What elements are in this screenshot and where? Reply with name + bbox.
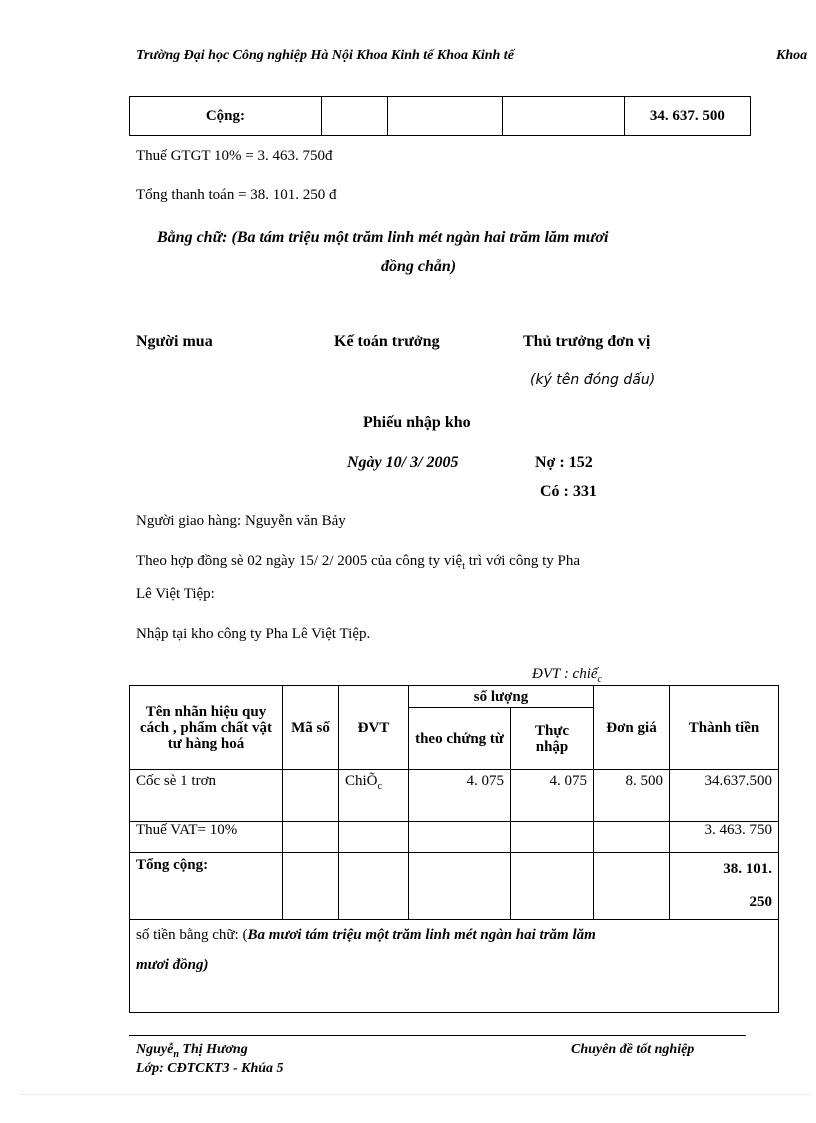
amount-in-words: số tiền bằng chữ: (Ba mươi tám triệu một trăm linh mét ngàn hai trăm lăm mươi đồng) bbox=[130, 920, 779, 1013]
location-line: Nhập tại kho công ty Pha Lê Việt Tiệp. bbox=[136, 626, 371, 642]
vat-label: Thuế VAT= 10% bbox=[130, 822, 283, 853]
contract-line-2: Lê Việt Tiệp: bbox=[136, 586, 215, 602]
footer-right: Chuyên đề tốt nghiệp bbox=[571, 1042, 695, 1057]
vat-row bbox=[130, 822, 779, 853]
footer-class: Lớp: CĐTCKT3 - Khúa 5 bbox=[136, 1061, 284, 1076]
in-words-line-2: đồng chẵn) bbox=[381, 258, 457, 275]
vat-amount: 3. 463. 750 bbox=[670, 822, 779, 853]
sig-buyer: Người mua bbox=[136, 333, 213, 350]
col-unit-header: ĐVT bbox=[339, 686, 409, 770]
col-price-header: Đơn giá bbox=[594, 686, 670, 770]
receipt-date: Ngày 10/ 3/ 2005 bbox=[347, 454, 459, 471]
row-price: 8. 500 bbox=[594, 770, 670, 822]
receipt-debit: Nợ : 152 bbox=[535, 454, 593, 471]
deliverer-line: Người giao hàng: Nguyễn văn Bảy bbox=[136, 513, 346, 529]
total-row bbox=[130, 853, 779, 920]
receipt-credit: Có : 331 bbox=[540, 483, 597, 500]
col-qty-doc-header: theo chứng từ bbox=[409, 708, 511, 770]
row-qty-actual: 4. 075 bbox=[511, 770, 594, 822]
page-edge bbox=[20, 1094, 810, 1095]
summary-label: Cộng: bbox=[130, 97, 322, 136]
table-row bbox=[130, 770, 779, 822]
page-header: Trường Đại học Công nghiệp Hà Nội Khoa Kinh tế Khoa Kinh tế bbox=[136, 48, 514, 63]
col-quantity-header: số lượng bbox=[409, 686, 594, 708]
total-amount: 38. 101. 250 bbox=[670, 853, 779, 920]
footer-divider bbox=[129, 1035, 746, 1036]
unit-label: ĐVT : chiế$_c$ bbox=[532, 666, 602, 685]
row-qty-doc: 4. 075 bbox=[409, 770, 511, 822]
row-unit: ChiÕ$_c$ bbox=[339, 770, 409, 822]
receipt-table bbox=[129, 685, 779, 1013]
total-label: Tổng cộng: bbox=[130, 853, 283, 920]
row-name: Cốc sè 1 trơn bbox=[130, 770, 283, 822]
col-amount-header: Thành tiền bbox=[670, 686, 779, 770]
summary-table bbox=[129, 96, 751, 136]
col-code-header: Mã số bbox=[283, 686, 339, 770]
in-words-line-1: Bằng chữ: (Ba tám triệu một trăm linh mét ngàn hai trăm lăm mươi bbox=[157, 229, 609, 246]
col-qty-actual-header: Thực nhập bbox=[511, 708, 594, 770]
vat-line: Thuế GTGT 10% = 3. 463. 750đ bbox=[136, 148, 333, 164]
receipt-title: Phiếu nhập kho bbox=[363, 414, 471, 431]
contract-line-1: Theo hợp đồng sè 02 ngày 15/ 2/ 2005 của công ty việ$_t$ trì với công ty Pha bbox=[136, 553, 581, 572]
sig-chief-accountant: Kế toán trưởng bbox=[334, 333, 440, 350]
row-amount: 34.637.500 bbox=[670, 770, 779, 822]
footer-author: Nguyễ$_n$ Thị Hương bbox=[136, 1042, 248, 1060]
page-header-right: Khoa bbox=[776, 48, 808, 63]
total-line: Tổng thanh toán = 38. 101. 250 đ bbox=[136, 187, 337, 203]
col-name-header: Tên nhãn hiệu quy cách , phẩm chất vật tư hàng hoá bbox=[130, 686, 283, 770]
sig-head: Thủ trưởng đơn vị bbox=[523, 333, 651, 350]
summary-total: 34. 637. 500 bbox=[624, 97, 750, 136]
sig-note: (ký tên đóng dấu) bbox=[530, 372, 656, 388]
